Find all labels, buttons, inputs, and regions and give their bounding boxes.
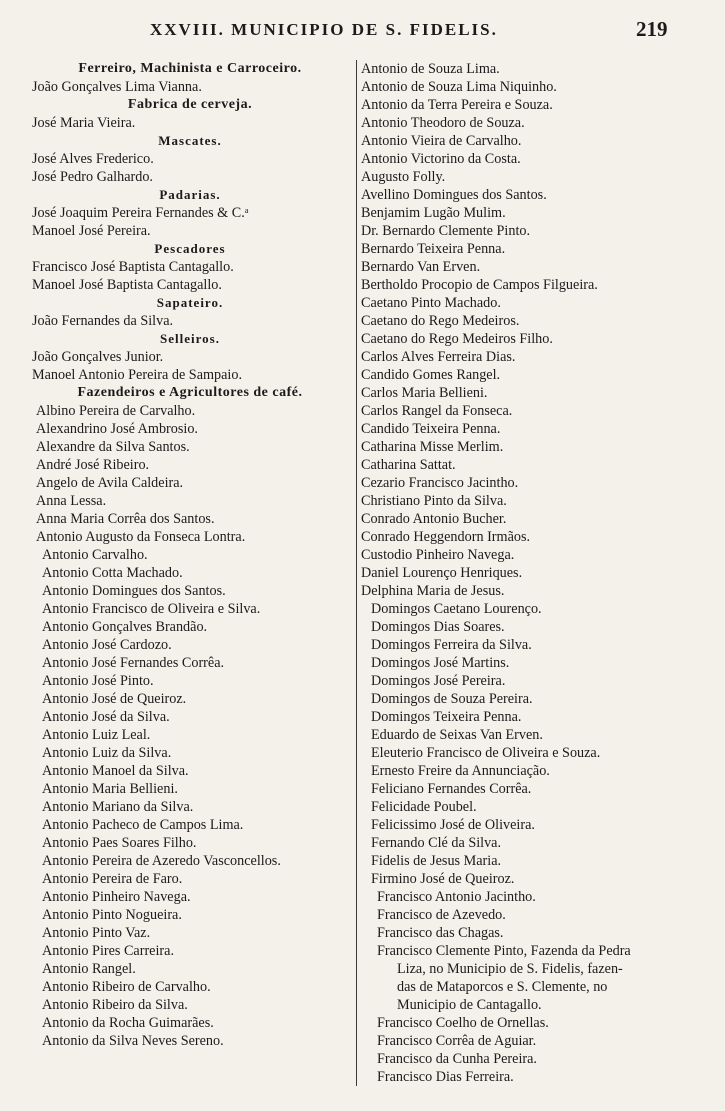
list-entry: Manoel Antonio Pereira de Sampaio.: [32, 367, 243, 383]
list-entry: Antonio Victorino da Costa.: [361, 151, 521, 167]
list-entry: Firmino José de Queiroz.: [371, 871, 515, 887]
section-heading: Selleiros.: [160, 331, 220, 346]
list-entry: Antonio da Rocha Guimarães.: [42, 1015, 214, 1031]
list-entry: Antonio Pinheiro Navega.: [42, 889, 191, 905]
list-entry: Angelo de Avila Caldeira.: [36, 475, 184, 491]
list-entry: Francisco das Chagas.: [377, 925, 504, 941]
list-entry: Conrado Heggendorn Irmãos.: [361, 529, 531, 545]
section-heading: Padarias.: [159, 187, 221, 202]
list-entry: Fidelis de Jesus Maria.: [371, 853, 502, 869]
list-entry: Antonio Ribeiro de Carvalho.: [42, 979, 211, 995]
list-entry: Conrado Antonio Bucher.: [361, 511, 507, 527]
list-entry: Alexandrino José Ambrosio.: [36, 421, 198, 437]
list-entry: Antonio Gonçalves Brandão.: [42, 619, 208, 635]
list-entry: Antonio Pacheco de Campos Lima.: [42, 817, 244, 833]
list-entry: Domingos Caetano Lourenço.: [371, 601, 542, 617]
long-entry-line: Municipio de Cantagallo.: [397, 997, 542, 1013]
list-entry: Augusto Folly.: [361, 169, 446, 185]
list-entry: Francisco José Baptista Cantagallo.: [32, 259, 234, 275]
long-entry-line: das de Mataporcos e S. Clemente, no: [397, 979, 608, 995]
list-entry: Felicidade Poubel.: [371, 799, 477, 815]
list-entry: Bernardo Teixeira Penna.: [361, 241, 506, 257]
list-entry: Felicissimo José de Oliveira.: [371, 817, 535, 833]
list-entry: Custodio Pinheiro Navega.: [361, 547, 515, 563]
list-entry: André José Ribeiro.: [36, 457, 150, 473]
list-entry: Francisco da Cunha Pereira.: [377, 1051, 537, 1067]
list-entry: Delphina Maria de Jesus.: [361, 583, 505, 599]
list-entry: Catharina Misse Merlim.: [361, 439, 504, 455]
section-heading: Sapateiro.: [156, 295, 224, 310]
list-entry: Cezario Francisco Jacintho.: [361, 475, 519, 491]
list-entry: José Pedro Galhardo.: [32, 169, 153, 185]
list-entry: Avellino Domingues dos Santos.: [361, 187, 547, 203]
list-entry: Antonio Francisco de Oliveira e Silva.: [42, 601, 261, 617]
list-entry: Candido Teixeira Penna.: [361, 421, 501, 437]
list-entry: Antonio Cotta Machado.: [42, 565, 183, 581]
list-entry: Benjamim Lugão Mulim.: [361, 205, 506, 221]
long-list-entry: [361, 942, 701, 1014]
list-entry: Antonio José Cardozo.: [42, 637, 172, 653]
list-entry: Antonio José de Queiroz.: [42, 691, 187, 707]
list-entry: Domingos Teixeira Penna.: [371, 709, 522, 725]
list-entry: Feliciano Fernandes Corrêa.: [371, 781, 532, 797]
list-entry: Francisco de Azevedo.: [377, 907, 506, 923]
list-entry: Manoel José Pereira.: [32, 223, 151, 239]
list-entry: Alexandre da Silva Santos.: [36, 439, 190, 455]
list-entry: Antonio da Silva Neves Sereno.: [42, 1033, 224, 1049]
list-entry: Eduardo de Seixas Van Erven.: [371, 727, 543, 743]
list-entry: Antonio de Souza Lima Niquinho.: [361, 79, 557, 95]
section-heading: Mascates.: [158, 133, 222, 148]
list-entry: Carlos Maria Bellieni.: [361, 385, 488, 401]
list-entry: Ernesto Freire da Annunciação.: [371, 763, 550, 779]
list-entry: Manoel José Baptista Cantagallo.: [32, 277, 222, 293]
page-header: [0, 17, 725, 48]
list-entry: Christiano Pinto da Silva.: [361, 493, 507, 509]
list-entry: Carlos Rangel da Fonseca.: [361, 403, 513, 419]
list-entry: Anna Maria Corrêa dos Santos.: [36, 511, 215, 527]
list-entry: José Alves Frederico.: [32, 151, 154, 167]
list-entry: Antonio Luiz Leal.: [42, 727, 151, 743]
list-entry: Antonio Pinto Vaz.: [42, 925, 151, 941]
list-entry: Caetano Pinto Machado.: [361, 295, 501, 311]
list-entry: Antonio José Pinto.: [42, 673, 154, 689]
list-entry: Dr. Bernardo Clemente Pinto.: [361, 223, 531, 239]
list-entry: Bernardo Van Erven.: [361, 259, 481, 275]
list-entry: Anna Lessa.: [36, 493, 107, 509]
list-entry: Antonio Pires Carreira.: [42, 943, 174, 959]
list-entry: Domingos Ferreira da Silva.: [371, 637, 532, 653]
list-entry: Eleuterio Francisco de Oliveira e Souza.: [371, 745, 601, 761]
list-entry: Antonio Luiz da Silva.: [42, 745, 172, 761]
right-column: [356, 60, 701, 1086]
list-entry: Fernando Clé da Silva.: [371, 835, 502, 851]
list-entry: Bertholdo Procopio de Campos Filgueira.: [361, 277, 598, 293]
list-entry: Catharina Sattat.: [361, 457, 456, 473]
list-entry: João Gonçalves Lima Vianna.: [32, 79, 202, 95]
list-entry: Domingos Dias Soares.: [371, 619, 505, 635]
page-number: 219: [636, 17, 668, 41]
list-entry: Antonio Mariano da Silva.: [42, 799, 194, 815]
section-heading: Fabrica de cerveja.: [127, 97, 253, 112]
list-entry: Antonio Augusto da Fonseca Lontra.: [36, 529, 246, 545]
list-entry: José Joaquim Pereira Fernandes & C.ᵃ: [32, 205, 249, 221]
list-entry: Antonio Maria Bellieni.: [42, 781, 178, 797]
list-entry: Candido Gomes Rangel.: [361, 367, 501, 383]
section-heading: Fazendeiros e Agricultores de café.: [77, 385, 303, 400]
list-entry: José Maria Vieira.: [32, 115, 136, 131]
running-title: XXVIII. MUNICIPIO DE S. FIDELIS.: [150, 20, 498, 39]
list-entry: Antonio Pereira de Faro.: [42, 871, 183, 887]
list-entry: Daniel Lourenço Henriques.: [361, 565, 523, 581]
list-entry: Antonio Domingues dos Santos.: [42, 583, 226, 599]
section-heading: Ferreiro, Machinista e Carroceiro.: [78, 61, 302, 76]
left-column: [32, 60, 348, 1050]
list-entry: Domingos José Martins.: [371, 655, 510, 671]
list-entry: Antonio Manoel da Silva.: [42, 763, 189, 779]
list-entry: Domingos de Souza Pereira.: [371, 691, 533, 707]
list-entry: Caetano do Rego Medeiros Filho.: [361, 331, 553, 347]
list-entry: Antonio Pinto Nogueira.: [42, 907, 182, 923]
list-entry: Antonio da Terra Pereira e Souza.: [361, 97, 553, 113]
list-entry: Albino Pereira de Carvalho.: [36, 403, 196, 419]
list-entry: Domingos José Pereira.: [371, 673, 506, 689]
list-entry: Antonio Paes Soares Filho.: [42, 835, 197, 851]
list-entry: João Gonçalves Junior.: [32, 349, 164, 365]
section-heading: Pescadores: [154, 241, 226, 256]
list-entry: João Fernandes da Silva.: [32, 313, 174, 329]
list-entry: Francisco Corrêa de Aguiar.: [377, 1033, 537, 1049]
list-entry: Antonio Rangel.: [42, 961, 136, 977]
list-entry: Francisco Dias Ferreira.: [377, 1069, 514, 1085]
long-entry-line: Francisco Clemente Pinto, Fazenda da Pedra: [377, 943, 631, 959]
list-entry: Antonio Ribeiro da Silva.: [42, 997, 188, 1013]
list-entry: Antonio de Souza Lima.: [361, 61, 500, 77]
list-entry: Antonio Pereira de Azeredo Vasconcellos.: [42, 853, 281, 869]
list-entry: Antonio José Fernandes Corrêa.: [42, 655, 225, 671]
long-entry-line: Liza, no Municipio de S. Fidelis, fazen-: [397, 961, 623, 977]
list-entry: Francisco Antonio Jacintho.: [377, 889, 536, 905]
list-entry: Antonio Carvalho.: [42, 547, 148, 563]
list-entry: Carlos Alves Ferreira Dias.: [361, 349, 516, 365]
list-entry: Caetano do Rego Medeiros.: [361, 313, 520, 329]
list-entry: Antonio Theodoro de Souza.: [361, 115, 525, 131]
list-entry: Francisco Coelho de Ornellas.: [377, 1015, 549, 1031]
list-entry: Antonio José da Silva.: [42, 709, 170, 725]
list-entry: Antonio Vieira de Carvalho.: [361, 133, 522, 149]
